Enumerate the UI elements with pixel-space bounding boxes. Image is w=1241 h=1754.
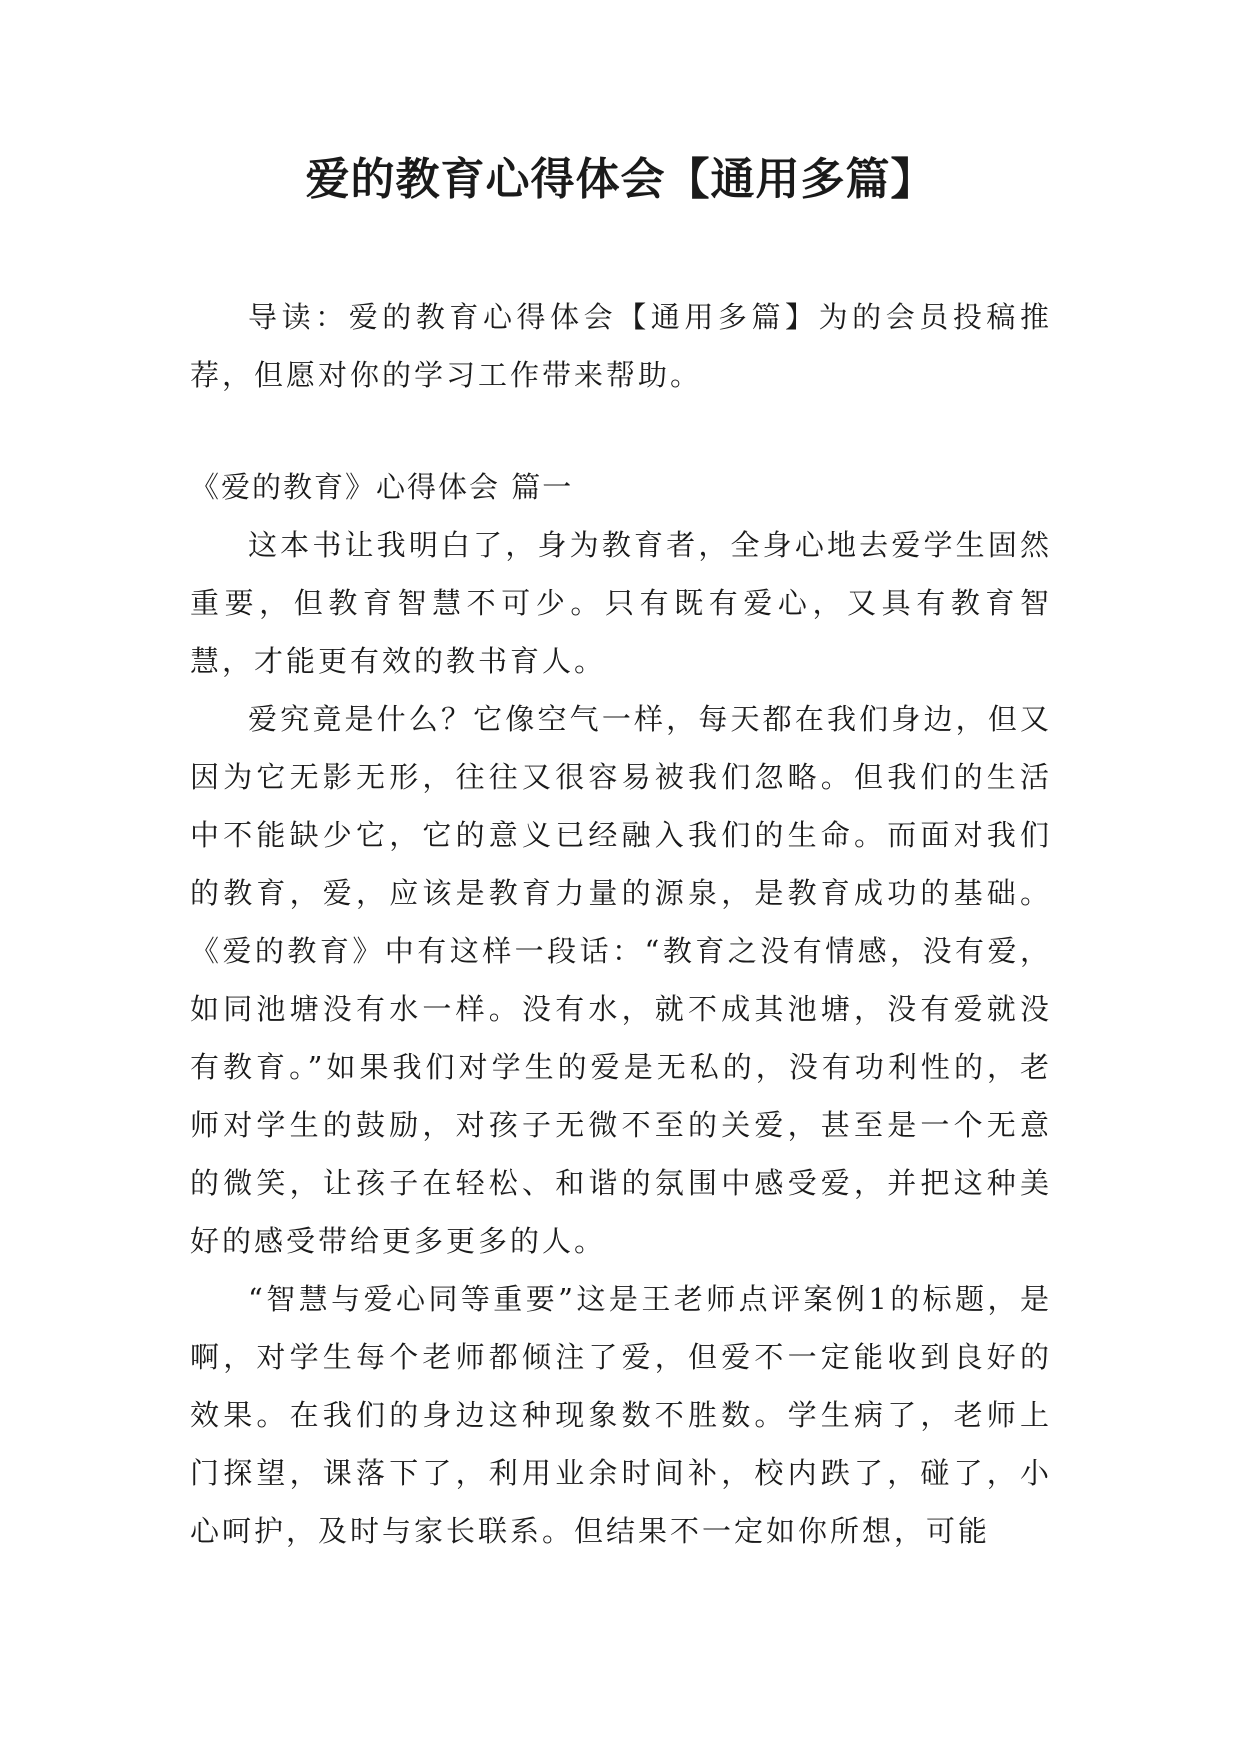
body-paragraph-1: 这本书让我明白了，身为教育者，全身心地去爱学生固然重要，但教育智慧不可少。只有既有爱心，又具有教育智慧，才能更有效的教书育人。 — [190, 528, 1052, 678]
section-heading: 《爱的教育》心得体会 篇一 — [190, 470, 574, 504]
intro-paragraph: 导读：爱的教育心得体会【通用多篇】为的会员投稿推荐，但愿对你的学习工作带来帮助。 — [190, 300, 1052, 392]
body-paragraph-2: 爱究竟是什么？它像空气一样，每天都在我们身边，但又因为它无影无形，往往又很容易被我们忽略。但我们的生活中不能缺少它，它的意义已经融入我们的生命。而面对我们的教育，爱，应该是教育力量的源泉，是教育成功的基础。《爱的教育》中有这样一段话：“教育之没有情感，没有爱，如同池塘没有水一样。没有水，就不成其池塘，没有爱就没有教育。”如果我们对学生的爱是无私的，没有功利性的，老师对学生的鼓励，对孩子无微不至的关爱，甚至是一个无意的微笑，让孩子在轻松、和谐的氛围中感受爱，并把这种美好的感受带给更多更多的人。 — [190, 702, 1052, 1258]
body-paragraph-3: “智慧与爱心同等重要”这是王老师点评案例1的标题，是啊，对学生每个老师都倾注了爱，但爱不一定能收到良好的效果。在我们的身边这种现象数不胜数。学生病了，老师上门探望，课落下了，利用业余时间补，校内跌了，碰了，小心呵护，及时与家长联系。但结果不一定如你所想，可能 — [190, 1282, 1052, 1548]
document-title: 爱的教育心得体会【通用多篇】 — [305, 154, 936, 205]
document-body — [190, 288, 1052, 1560]
